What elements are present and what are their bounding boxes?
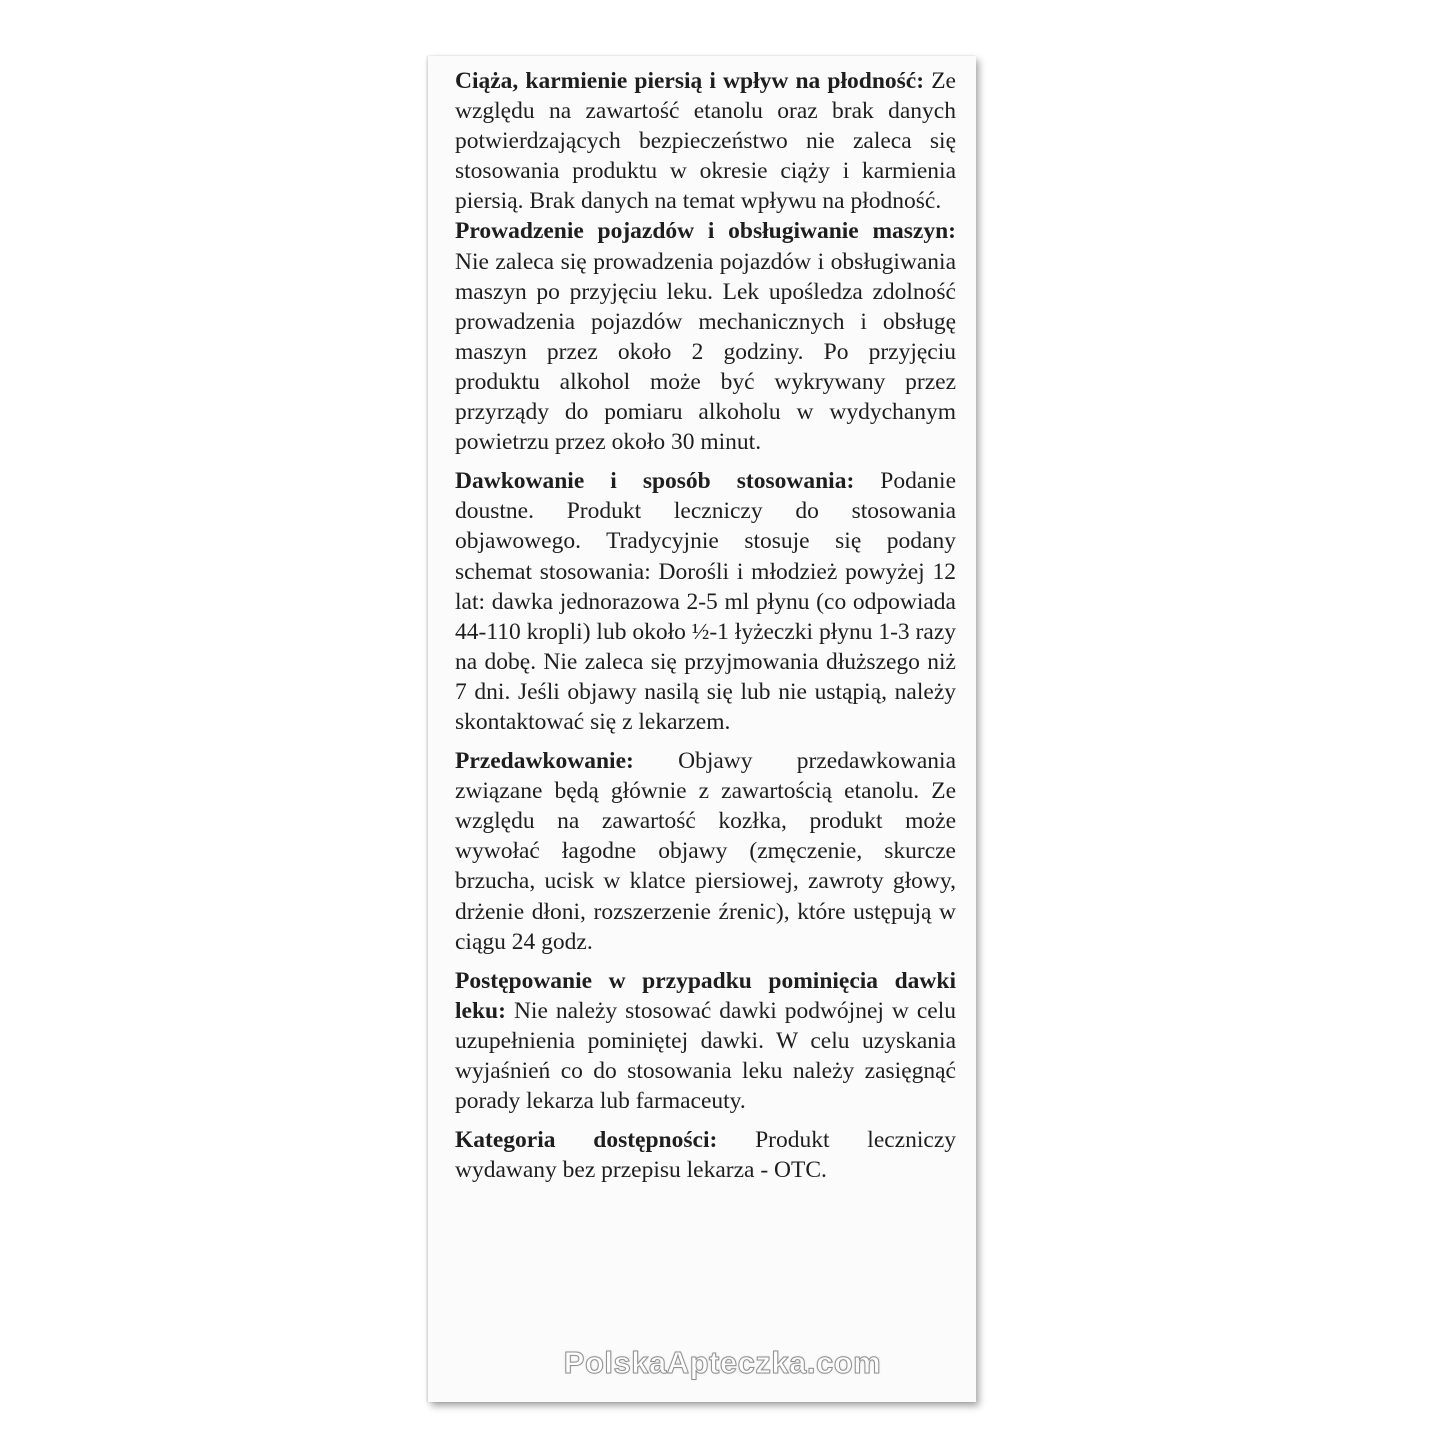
section-pregnancy [455,66,956,216]
section-heading: Kategoria dostępności: [455,1127,718,1154]
section-driving [455,216,956,457]
section-missed-dose [455,966,956,1116]
leaflet-panel [428,56,976,1402]
watermark: PolskaApteczka.com [563,1345,882,1380]
section-overdose [455,746,956,957]
section-heading: Dawkowanie i sposób stosowania: [455,468,855,495]
section-dosage [455,466,956,737]
section-body: Ze względu na zawartość etanolu oraz brak danych potwierdzających bezpieczeństwo nie zaleca się stosowania produktu w okresie ciąży i karmienia piersią. Brak danych na temat wpływu na płodność. [455,68,956,215]
section-body: Nie zaleca się prowadzenia pojazdów i obsługiwania maszyn po przyjęciu leku. Lek upośledza zdolność prowadzenia pojazdów mechanicznych i obsługę maszyn przez około 2 godziny. Po przyjęciu produktu alkohol może być wykrywany przez przyrządy do pomiaru alkoholu w wydychanym powietrzu przez około 30 minut. [455,248,956,456]
section-body: Podanie doustne. Produkt leczniczy do stosowania objawowego. Tradycyjnie stosuje się podany schemat stosowania: Dorośli i młodzież powyżej 12 lat: dawka jednorazowa 2-5 ml płynu (co odpowiada 44-110 kropli) lub około ½-1 łyżeczki płynu 1-3 razy na dobę. Nie zaleca się przyjmowania dłuższego niż 7 dni. Jeśli objawy nasilą się lub nie ustąpią, należy skontaktować się z lekarzem. [455,468,957,735]
section-body: Objawy przedawkowania związane będą głównie z zawartością etanolu. Ze względu na zawartość kozłka, produkt może wywołać łagodne objawy (zmęczenie, skurcze brzucha, ucisk w klatce piersiowej, zawroty głowy, drżenie dłoni, rozszerzenie źrenic), które ustępują w ciągu 24 godz. [455,748,956,955]
section-heading: Postępowanie w przypadku pominięcia dawki leku: [455,967,956,1024]
section-heading: Prowadzenie pojazdów i obsługiwanie maszyn: [455,218,956,245]
section-body: Nie należy stosować dawki podwójnej w celu uzupełnienia pominiętej dawki. W celu uzyskania wyjaśnień co do stosowania leku należy zasięgnąć porady lekarza lub farmaceuty. [455,997,957,1115]
section-body: Produkt leczniczy wydawany bez przepisu lekarza - OTC. [455,1127,956,1184]
section-heading: Przedawkowanie: [455,748,634,775]
section-availability [455,1125,956,1185]
section-heading: Ciąża, karmienie piersią i wpływ na płodność: [455,68,925,94]
leaflet-text [455,66,956,1185]
